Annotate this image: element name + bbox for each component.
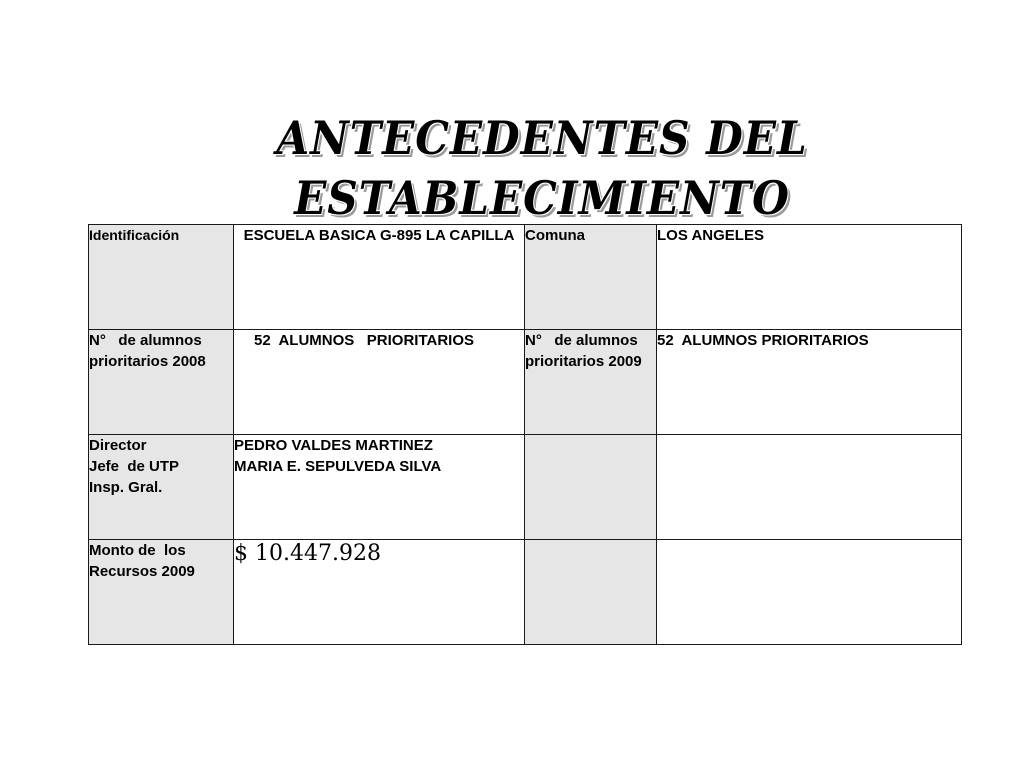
identificacion-value-cell — [234, 225, 525, 330]
insp-gral-label: Insp. Gral. — [89, 479, 163, 496]
directivos-empty-gray-cell — [525, 435, 657, 540]
alumnos-2008-value: 52 ALUMNOS PRIORITARIOS — [254, 332, 475, 349]
table-row-monto — [89, 540, 962, 645]
monto-label: Monto de los Recursos 2009 — [89, 542, 195, 580]
identificacion-label-cell — [89, 225, 234, 330]
alumnos-2009-value-cell — [657, 330, 962, 435]
monto-value: $ 10.447.928 — [234, 541, 381, 566]
alumnos-2009-value: 52 ALUMNOS PRIORITARIOS — [657, 332, 869, 349]
monto-empty-gray-cell — [525, 540, 657, 645]
director-name: PEDRO VALDES MARTINEZ — [234, 437, 433, 454]
comuna-label-cell — [525, 225, 657, 330]
alumnos-2009-label-cell — [525, 330, 657, 435]
table-row-directivos — [89, 435, 962, 540]
director-label: Director — [89, 437, 147, 454]
identificacion-value: ESCUELA BASICA G-895 LA CAPILLA — [243, 227, 515, 244]
table-row-alumnos — [89, 330, 962, 435]
alumnos-2009-label: N° de alumnos prioritarios 2009 — [525, 332, 642, 370]
table-row-identificacion — [89, 225, 962, 330]
directivos-empty-white-cell — [657, 435, 962, 540]
identificacion-label: Identificación — [89, 227, 180, 243]
jefe-utp-label: Jefe de UTP — [89, 458, 180, 475]
alumnos-2008-label: N° de alumnos prioritarios 2008 — [89, 332, 206, 370]
comuna-value-cell — [657, 225, 962, 330]
directivos-names-cell — [234, 435, 525, 540]
comuna-value: LOS ANGELES — [657, 227, 764, 244]
alumnos-2008-label-cell — [89, 330, 234, 435]
monto-label-cell — [89, 540, 234, 645]
monto-empty-white-cell — [657, 540, 962, 645]
jefe-utp-name: MARIA E. SEPULVEDA SILVA — [234, 458, 442, 475]
establishment-info-table — [88, 224, 962, 645]
page-title — [43, 108, 1024, 228]
page-title-line-2: ESTABLECIMIENTO — [294, 171, 790, 225]
alumnos-2008-value-cell — [234, 330, 525, 435]
page-title-line-1: ANTECEDENTES DEL — [276, 111, 808, 165]
monto-value-cell — [234, 540, 525, 645]
comuna-label: Comuna — [525, 227, 585, 244]
directivos-label-cell — [89, 435, 234, 540]
